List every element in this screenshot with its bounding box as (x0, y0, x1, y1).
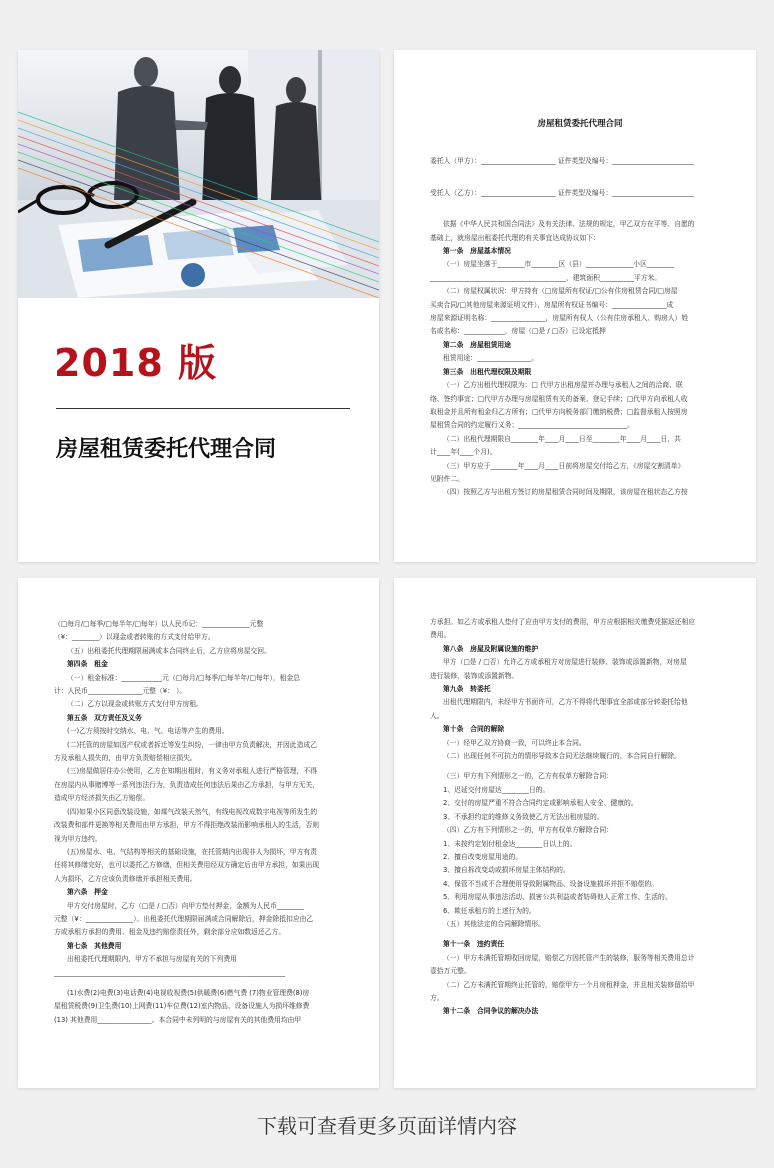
text-line: （五）其他法定的合同解除情形。 (443, 919, 545, 928)
cover-year: 2018 版 (54, 341, 217, 385)
text-line: 人为损坏，乙方应该负责修缮并承担相关费用。 (54, 874, 197, 883)
text-line: （一）甲方未满托管期收回房屋，赔偿乙方因托管产生的装修，服务等相关费用总计 (443, 953, 695, 962)
document-page-4 (394, 578, 756, 1088)
text-line: （四）乙方有下列情形之一的，甲方有权单方解除合同： (443, 826, 613, 835)
text-line: 计：人民币________________元整（¥： ）。 (54, 687, 187, 696)
document-page-2 (394, 50, 756, 562)
text-line: （二）乙方以现金或转账方式支付甲方房租。 (67, 700, 203, 709)
text-line: 3、不承担约定的维修义务致使乙方无法出租房屋的。 (443, 812, 604, 821)
text-line: 络、签约事宜；□代甲方办理与房屋租赁有关的备案、登记手续；□代甲方向承租人收 (430, 394, 688, 403)
text-line: （一）房屋坐落于________市________区（县）______________小区________ (443, 260, 675, 269)
text-line: 进行装修、装饰或添置新物。 (430, 671, 519, 680)
text-line: 第四条 租金 (67, 660, 108, 669)
text-line: 视为甲方违约。 (54, 834, 102, 843)
text-line: 委托人（甲方）：______________________ 证件类型及编号：________________________ (430, 157, 694, 166)
text-line: (五)房屋水、电、气结构等相关的基础设施，在托管期内出现非人为损坏，甲方有责 (67, 847, 317, 856)
text-line: (1)水费(2)电费(3)电话费(4)电视收视费(5)供暖费(6)燃气费 (7)物业管理费(8)房 (67, 988, 310, 997)
text-line (430, 931, 730, 938)
text-line (430, 763, 730, 770)
text-line: 第九条 转委托 (443, 685, 491, 694)
text-line: 第三条 出租代理权限及期限 (443, 367, 532, 376)
text-line: 第一条 房屋基本情况 (443, 247, 511, 256)
text-line: (四)如果小区同意改装设施，如煤气改装天然气，有线电视改成数字电视等所发生的 (67, 807, 317, 816)
text-line: 第十一条 违约责任 (443, 940, 505, 949)
text-line: 屋租赁税费(9)卫生费(10)上网费(11)车位费(12)室内物品、设备设施人为损坏维修费 (54, 1002, 310, 1011)
text-line (54, 980, 353, 987)
text-line: 租赁用途：________________。 (443, 354, 539, 363)
cover-page (18, 50, 379, 562)
text-line: 方承担。如乙方或承租人垫付了应由甲方支付的费用，甲方应根据相关缴费凭据返还相应 (430, 618, 696, 626)
text-line: 造成甲方经济损失由乙方赔偿。 (54, 794, 150, 803)
text-line: 4、保管不当或不合理使用导致附属物品、设备设施损坏并拒不赔偿的。 (443, 879, 659, 888)
cover-photo (18, 50, 379, 298)
text-line: (13) 其他费用________________。本合同中未列明的与房屋有关的其他费用均由甲 (54, 1015, 302, 1024)
text-line: （四）按照乙方与出租方签订的房屋租赁合同时间及期限，该房屋在租状态乙方按 (443, 488, 688, 497)
cover-divider (56, 408, 350, 409)
cover-title: 房屋租赁委托代理合同 (56, 437, 277, 462)
text-line: 人。 (430, 711, 444, 720)
text-line: （三）甲方有下列情形之一的，乙方有权单方解除合同： (443, 772, 613, 781)
text-line: （二）房屋权属状况：甲方持有（□房屋所有权证/□公有住房租赁合同/□房屋 (443, 287, 678, 296)
text-line: （二）乙方未满托管期终止托管的，赔偿甲方一个月房租押金，并且相关装修留给甲 (443, 980, 695, 989)
text-line: 房屋来源证明名称：________________，房屋所有权人（公有住房承租人、购房人）姓 (430, 314, 689, 323)
page-3-text (54, 618, 353, 1027)
text-line: （二）出租代理期限自________年____月____日至________年____月____日，共 (443, 434, 681, 443)
text-line: 出租委托代理期限内，甲方不承担与房屋有关的下列费用 (67, 955, 237, 964)
text-line: （¥：________）以现金或者转账的方式支付给甲方。 (54, 633, 215, 642)
text-line: （□每月/□每季/□每半年/□每年）以人民币记：______________元整 (54, 620, 264, 628)
text-line: 第五条 双方责任及义务 (67, 713, 142, 722)
text-line: (一)乙方须按时交纳水、电、气、电话等产生的费用。 (67, 727, 229, 736)
text-line: 见附件二。 (430, 474, 464, 483)
text-line: 出租代理期限内，未经甲方书面许可，乙方不得将代理事宜全部或部分转委托给他 (443, 698, 688, 707)
text-line: 甲方交付房屋时，乙方（□是 / □否）向甲方垫付押金，金额为人民币________ (67, 901, 304, 910)
text-line: 改装费和部件更换等相关费用由甲方承担，甲方不得拒绝改装而影响承租人的生活，否则 (54, 821, 320, 830)
text-line: 1、未按约定划付租金达________日以上的。 (443, 839, 577, 848)
text-line: 名或名称：____________，房屋（□是 / □否）已设定抵押 (430, 327, 606, 336)
text-line: （一）乙方出租代理权限为：□ 代甲方出租房屋并办理与承租人之间的洽商、联 (443, 381, 683, 390)
document-page-3 (18, 578, 379, 1088)
text-line: 第七条 其他费用 (67, 941, 122, 950)
text-line: 2、擅自改变房屋用途的。 (443, 852, 523, 861)
text-line: 费用。 (430, 631, 451, 640)
text-line: 5、利用房屋从事违法活动、损害公共利益或者妨碍他人正常工作、生活的。 (443, 893, 672, 902)
text-line: 元整（¥：______________）。出租委托代理期限届满或合同解除后，押金除抵扣应由乙 (54, 914, 314, 923)
text-line: 方或承租方承担的费用、租金及违约赔偿责任外，剩余部分应如数返还乙方。 (54, 928, 286, 937)
text-line: 受托人（乙方）：______________________ 证件类型及编号：________________________ (430, 188, 694, 197)
text-line: 壹拾万元整。 (430, 967, 471, 976)
text-line: ________________________________________，建筑面积__________平方米。 (430, 273, 662, 282)
text-line: 买卖合同/□其他房屋来源证明文件），房屋所有权证书编号：________________成 (430, 300, 674, 309)
text-line: （二）出现任何不可抗力的情形导致本合同无法继续履行的，本合同自行解除。 (443, 752, 681, 761)
text-line: 方及承租人损失的，由甲方负责赔偿相应损失。 (54, 754, 197, 763)
text-line: 第十条 合同的解除 (443, 725, 505, 734)
text-line: （一）租金标准：____________元（□每月/□每季/□每半年/□每年），租金总 (67, 673, 301, 682)
text-line: 基础上，就房屋出租委托代理的有关事宜达成协议如下： (430, 233, 600, 242)
text-line: 取租金并且所有租金归乙方所有；□代甲方向税务部门缴纳税费；□监督承租人按照房 (430, 407, 688, 416)
text-line: 屋租赁合同的约定履行义务；________________________________。 (430, 421, 634, 430)
download-more-notice[interactable]: 下载可查看更多页面详情内容 (257, 1114, 517, 1138)
text-line: 第十二条 合同争议的解决办法 (443, 1007, 539, 1016)
text-line: 第六条 押金 (67, 888, 108, 897)
text-line: 依据《中华人民共和国合同法》及有关法律、法规的规定，甲乙双方在平等、自愿的 (443, 220, 695, 229)
page-2-text (430, 50, 730, 500)
text-line: 在房屋内从事赌博等一系列违法行为，负责造成任何违法后果由乙方承担，与甲方无关， (54, 780, 320, 789)
text-line: 2、交付的房屋严重不符合合同约定或影响承租人安全、健康的。 (443, 799, 638, 808)
contract-title: 房屋租赁委托代理合同 (537, 119, 623, 129)
text-line: 3、擅自拆改变动或损坏房屋主体结构的。 (443, 866, 570, 875)
text-line: （五）出租委托代理期限届满或本合同终止后，乙方应将房屋交回。 (67, 646, 271, 655)
text-line: (二)托管的房屋如因产权或者拆迁等发生纠纷，一律由甲方负责解决，并因此造成乙 (67, 740, 317, 749)
business-handshake-image (18, 50, 379, 298)
text-line: 1、迟延交付房屋达________日的。 (443, 785, 550, 794)
text-line: 6、欺任承租方的上述行为的。 (443, 906, 536, 915)
text-line: ____________________________________________________________________ (54, 968, 286, 977)
text-line: 甲方（□是 / □否）允许乙方或承租方对房屋进行装修、装饰或添置新物，对房屋 (443, 658, 687, 667)
page-4-text (430, 616, 730, 1019)
text-line: 任将其修缮完好，也可以委托乙方修缮，但相关费用经双方确定后由甲方承担，如果出现 (54, 861, 320, 870)
text-line: (三)房屋做居住办公使用，乙方在知期出租时，有义务对承租人进行严格管理，不得 (67, 767, 317, 776)
text-line: 计____年(____个月)。 (430, 448, 497, 457)
text-line: 第八条 房屋及附属设施的维护 (443, 644, 539, 653)
text-line: 方。 (430, 993, 444, 1002)
text-line: 第二条 房屋租赁用途 (443, 340, 511, 349)
text-line: （三）甲方应于________年____月____日前将房屋交付给乙方，《房屋交割清单》 (443, 461, 685, 470)
text-line: （一）经甲乙双方协商一致，可以终止本合同。 (443, 738, 586, 747)
